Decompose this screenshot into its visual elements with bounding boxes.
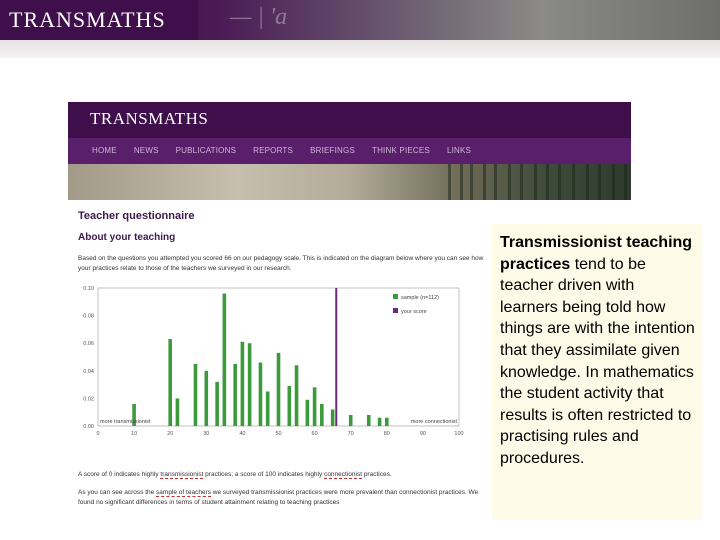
y-tick-label: 0.08 [83, 313, 94, 320]
histogram-bar [288, 386, 292, 426]
histogram-bar [215, 382, 219, 426]
book-spine [483, 164, 486, 200]
nav-item-publications[interactable]: PUBLICATIONS [175, 146, 237, 155]
histogram-bar [194, 364, 198, 426]
book-spine [572, 164, 575, 200]
connectionist-link[interactable]: connectionist [324, 471, 363, 478]
right-caption: more connectionist [410, 419, 457, 425]
histogram-bar [266, 392, 270, 427]
histogram-bar [277, 353, 281, 426]
intro-text: Based on the questions you attempted you scored 66 on our pedagogy scale. This is indicated on the diagram below where you can see how your practices relate to those of the teachers we surveyed in our research. [78, 255, 484, 272]
histogram-bar [320, 404, 324, 426]
scale-explanation: A score of 0 indicates highly transmissionist practices; a score of 100 indicates highly connectionist practices. [78, 471, 392, 478]
histogram-bar [233, 364, 237, 426]
x-tick-label: 80 [383, 431, 390, 437]
legend-swatch-score [393, 308, 398, 313]
legend-swatch-sample [393, 294, 398, 299]
nav-item-news[interactable]: NEWS [133, 146, 159, 155]
nav-item-think-pieces[interactable]: THINK PIECES [371, 146, 430, 155]
left-caption: more transmissionist [100, 419, 151, 425]
nav-item-briefings[interactable]: BRIEFINGS [310, 146, 355, 155]
y-tick-label: 0.06 [83, 341, 94, 348]
x-tick-label: 0 [96, 431, 100, 437]
definition-callout [492, 224, 702, 520]
book-spine [494, 164, 497, 200]
histogram-bar [176, 398, 180, 426]
book-spine [546, 164, 549, 200]
book-spine [534, 164, 537, 200]
slide-top-banner [0, 0, 720, 40]
histogram-bar [378, 418, 382, 426]
x-tick-label: 70 [347, 431, 354, 437]
callout-term: Transmissionist teaching practices [500, 234, 693, 273]
histogram-bar [367, 415, 371, 426]
y-tick-label: 0.00 [83, 424, 94, 430]
histogram-bar [241, 342, 245, 426]
histogram-bar [205, 371, 209, 426]
histogram-bar [248, 343, 252, 426]
book-spine [558, 164, 561, 200]
x-tick-label: 10 [131, 431, 138, 437]
y-tick-label: 0.02 [83, 396, 94, 403]
book-spine [460, 164, 463, 200]
y-tick-label: 0.10 [83, 286, 94, 292]
survey-summary: As you can see across the sample of teachers we surveyed transmissionist practices were more prevalent than connectionist practices. We found no significant differences in terms of student attainment relating to teaching practices [78, 489, 479, 506]
x-tick-label: 30 [203, 431, 210, 437]
book-spine [586, 164, 589, 200]
book-spine [598, 164, 601, 200]
histogram-bar [168, 339, 172, 426]
nav-item-links[interactable]: LINKS [446, 146, 472, 155]
y-tick-label: 0.04 [83, 368, 94, 375]
decorative-scribble: — | 'a [230, 4, 288, 30]
histogram-bar [385, 418, 389, 426]
book-spine [520, 164, 523, 200]
sample-of-teachers-link[interactable]: sample of teachers [156, 489, 211, 496]
callout-text: tend to be teacher driven with learners being told how things are with the intention that they assimilate given knowledge. In mathematics the student activity that results is often restricted to practising rules and procedures. [500, 255, 695, 467]
histogram-bar [349, 415, 353, 426]
histogram-bar [223, 294, 227, 426]
slide-brand: TRANSMATHS [0, 0, 198, 40]
site-brand: TRANSMATHS [90, 109, 209, 128]
x-tick-label: 60 [311, 431, 318, 437]
x-tick-label: 20 [167, 431, 174, 437]
book-spine [508, 164, 511, 200]
page-title: Teacher questionnaire [78, 210, 195, 222]
pedagogy-histogram [72, 280, 467, 450]
x-tick-label: 40 [239, 431, 246, 437]
x-tick-label: 90 [419, 431, 426, 437]
histogram-bar [313, 387, 317, 426]
nav-item-reports[interactable]: REPORTS [253, 146, 294, 155]
site-header [68, 102, 631, 138]
book-spine [612, 164, 615, 200]
legend-label-sample: sample (n=112) [401, 295, 439, 301]
transmissionist-link[interactable]: transmissionist [160, 471, 204, 478]
section-title: About your teaching [78, 232, 176, 243]
histogram-bar [331, 409, 335, 426]
legend-label-score: your score [401, 309, 427, 315]
x-tick-label: 100 [454, 431, 464, 437]
site-nav [68, 138, 631, 164]
book-spine [470, 164, 473, 200]
histogram-bar [295, 365, 299, 426]
histogram-bar [259, 363, 263, 426]
book-spine [624, 164, 627, 200]
slide-subbar [0, 40, 720, 58]
nav-item-home[interactable]: HOME [92, 146, 117, 155]
histogram-bar [306, 400, 310, 426]
book-spine [448, 164, 451, 200]
x-tick-label: 50 [275, 431, 282, 437]
library-banner-image [68, 164, 631, 200]
